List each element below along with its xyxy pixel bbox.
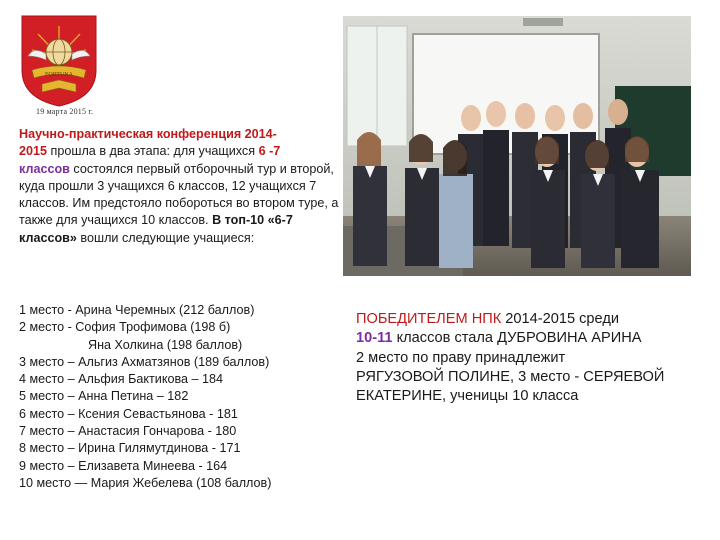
list-item: 6 место – Ксения Севастьянова - 181 <box>19 406 238 421</box>
winner-line-5: ЕКАТЕРИНЕ, ученицы 10 класса <box>356 388 579 405</box>
group-photo <box>343 16 691 276</box>
winner-line-1 <box>356 310 716 329</box>
list-item: 5 место – Анна Петина – 182 <box>19 389 189 404</box>
winner-line-4: РЯГУЗОВОЙ ПОЛИНЕ, 3 место - СЕРЯЕВОЙ <box>356 368 665 385</box>
list-item: 9 место – Елизавета Минеева - 164 <box>19 458 228 473</box>
intro-top10-b: классов» <box>19 230 77 245</box>
winner-line-2 <box>356 329 716 348</box>
intro-text-2: состоялся первый отборочный тур и второй, куда прошли 3 учащихся 6 классов, 12 учащихся 7 классов. Им предстояло побороться во втором туре, а также для учащихся 10 классов. <box>19 161 339 228</box>
winner-line-3: 2 место по праву принадлежит <box>356 349 566 366</box>
winner-line-1-rest: 2014-2015 среди <box>501 311 620 327</box>
list-item: 8 место – Ирина Гилямутдинова - 171 <box>19 441 241 456</box>
places-list <box>19 302 349 492</box>
date-stamp: 19 марта 2015 г. <box>36 107 94 116</box>
intro-title-part2: 2015 <box>19 144 48 159</box>
winner-paragraph <box>356 310 716 406</box>
crest-ribbon-text: FORTUNA <box>45 72 73 78</box>
winner-line-2-rest: классов стала ДУБРОВИНА АРИНА <box>392 330 642 347</box>
list-item: 2 место - София Трофимова (198 б) <box>19 320 231 335</box>
list-item: 4 место – Альфия Бактикова – 184 <box>19 372 224 387</box>
winner-title: ПОБЕДИТЕЛЕМ НПК <box>356 311 502 327</box>
list-item: Яна Холкина (198 баллов) <box>88 337 243 352</box>
winner-grades: 10-11 <box>356 330 393 347</box>
intro-top10-a: В топ-10 «6-7 <box>212 213 293 228</box>
intro-grades-a: 6 -7 <box>258 144 281 159</box>
list-item: 10 место — Мария Жебелева (108 баллов) <box>19 475 272 490</box>
intro-text-3: вошли следующие учащиеся: <box>76 230 255 245</box>
school-crest-icon <box>18 12 100 108</box>
intro-grades-b: классов <box>19 161 70 176</box>
intro-text-1: прошла в два этапа: для учащихся <box>47 144 259 159</box>
intro-paragraph <box>19 126 341 247</box>
list-item: 3 место – Альгиз Ахматзянов (189 баллов) <box>19 354 270 369</box>
list-item: 7 место – Анастасия Гончарова - 180 <box>19 424 237 439</box>
intro-title-part1: Научно-практическая конференция 2014- <box>19 127 277 141</box>
list-item: 1 место - Арина Черемных (212 баллов) <box>19 303 255 317</box>
